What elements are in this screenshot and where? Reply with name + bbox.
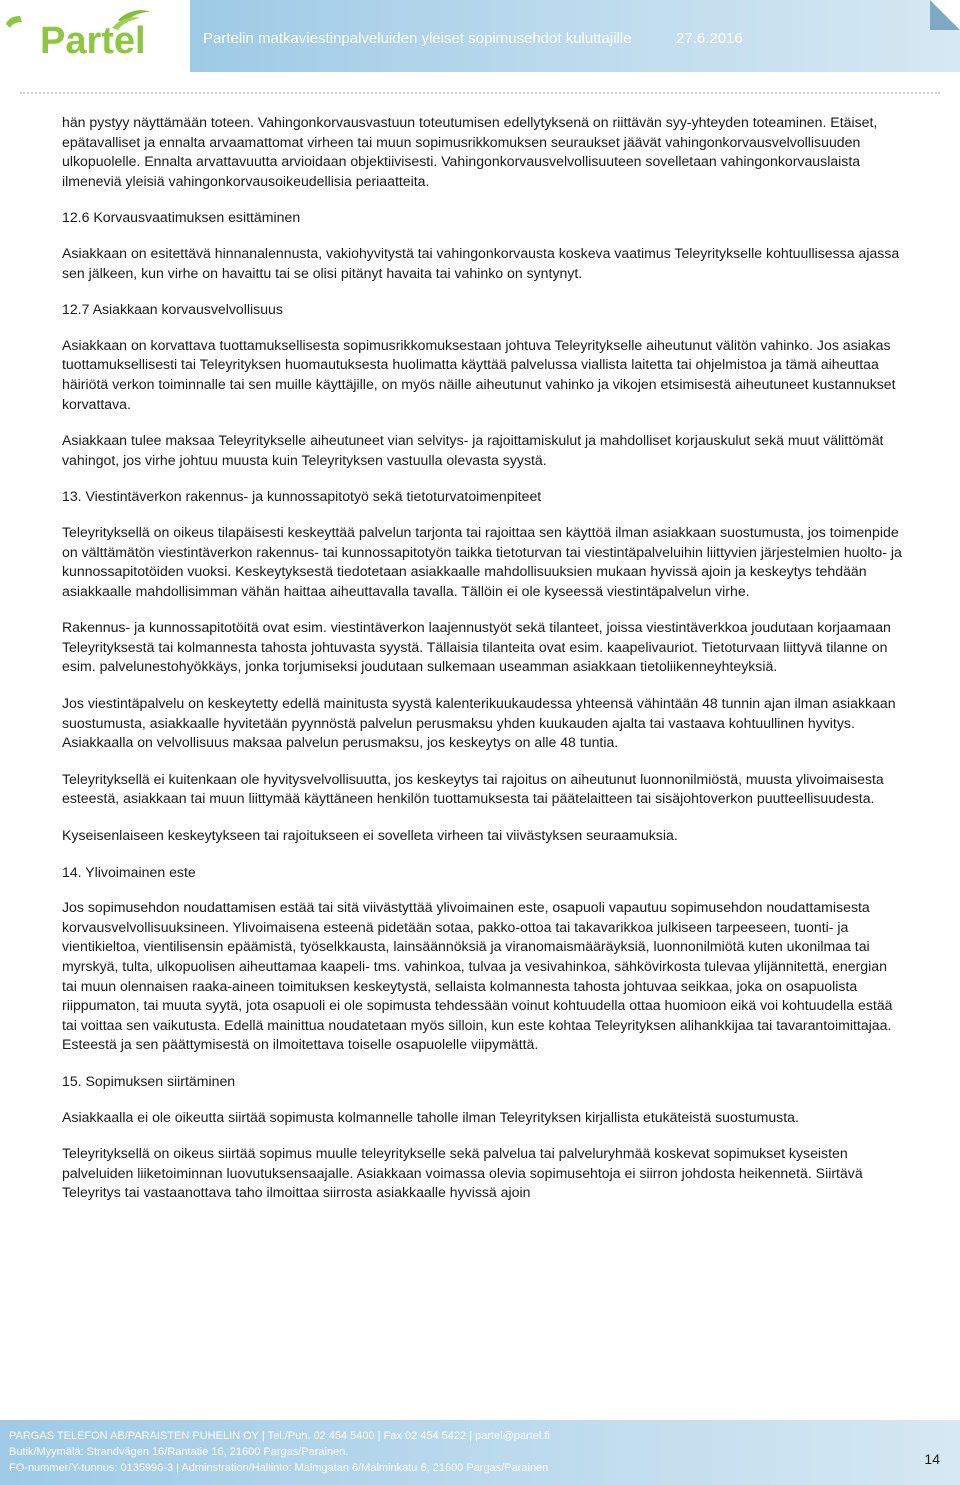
paragraph: Asiakkaalla ei ole oikeutta siirtää sopimusta kolmannelle taholle ilman Teleyrityksen kirjallista etukäteistä suostumusta. (62, 1108, 799, 1125)
logo-wordmark: Partel (40, 20, 146, 62)
paragraph: Teleyrityksellä ei kuitenkaan ole hyvitysvelvollisuutta, jos keskeytys tai rajoitus on aiheutunut luonnonilmiöstä, muusta ylivoimaisesta esteestä, asiakkaan tai muun liittymää käyttäneen henkilön tuottamuksesta tai päätelaitteen tai sisäjohtoverkon puutteellisuudesta. (62, 770, 884, 807)
footer-line-company: PARGAS TELEFON AB/PARAISTEN PUHELIN OY | Tel./Puh. 02 454 5400 | Fax 02 454 5422 | partel@partel.fi (9, 1430, 550, 1442)
page-fold-icon (930, 0, 960, 30)
paragraph: Jos sopimusehdon noudattamisen estää tai sitä viivästyttää ylivoimainen este, osapuoli vapautuu sopimusehdon noudattamisesta korvausvelvollisuuksineen. Ylivoimaisena esteenä pidetään sotaa, pakko-ottoa tai takavarikkoa julkiseen tarpeeseen, tuonti- ja vientikieltoa, vientilisensin epäämistä, työselkkausta, lainsäännöksiä ja viranomaismääräyksiä, luonnonilmiötä kuten ukonilmaa tai myrskyä, tulta, ulkopuolisen aiheuttamaa kaapeli- tms. vahinkoa, tulvaa ja vesivahinkoa, sähkövirkosta tulevaa ylijännitettä, energian tai muun olennaisen raaka-aineen toimituksen keskeytystä, sellaista kolmannesta tahosta johtuvaa seikkaa, joka on osapuolista riippumaton, tai muuta syytä, jota osapuoli ei ole sopimusta tehdessään voinut kohtuudella ottaa huomioon eikä voi kohtuudella estää tai voittaa sen vaikutusta. Edellä mainittua noudatetaan myös silloin, kun este kohtaa Teleyrityksen alihankkijaa tai tavarantoimittajaa. Esteestä ja sen päättymisestä on ilmoitettava toiselle osapuolelle viipymättä. (62, 899, 893, 1053)
paragraph: Jos viestintäpalvelu on keskeytetty edellä mainitusta syystä kalenterikuukaudessa yhteensä vähintään 48 tunnin ajan ilman asiakkaan suostumusta, asiakkaalle hyvitetään pyynnöstä palvelun perusmaksu yhden kuukauden ajalta tai vastaava kohtuullinen hyvitys. Asiakkaalla on velvollisuus maksaa palvelun perusmaksu, jos keskeytys on alle 48 tuntia. (62, 695, 896, 751)
footer-contact (9, 1428, 869, 1476)
page-footer (0, 1420, 960, 1485)
section-heading-14: 14. Ylivoimainen este (62, 863, 196, 880)
paragraph: Asiakkaan tulee maksaa Teleyritykselle aiheutuneet vian selvitys- ja rajoittamiskulut ja mahdolliset korjauskulut sekä muut välittömät vahingot, jos virhe johtuu muusta kuin Teleyrityksen vastuulla olevasta syystä. (62, 432, 884, 468)
footer-line-registration: FO-nummer/Y-tunnus: 0135996-3 | Adminstration/Hallinto: Malmgatan 6/Malminkatu 6, 21600 Pargas/Parainen (9, 1462, 549, 1474)
section-heading-12-6: 12.6 Korvausvaatimuksen esittäminen (62, 209, 301, 226)
paragraph: Teleyrityksellä on oikeus tilapäisesti keskeyttää palvelun tarjonta tai rajoittaa sen käyttöä ilman asiakkaan suostumusta, jos toimenpide on välttämätön viestintäverkon rakennus- tai kunnossapitotyön taikka tietoturvan tai viestintäpalveluihin liittyvien järjestelmien huolto- ja kunnossapitotöiden vuoksi. Keskeytyksestä tiedotetaan asiakkaalle mahdollisuuksien mukaan hyvissä ajoin ja keskeytys tehdään asiakkaalle mahdollisimman vähän haittaa aiheuttavalla tavalla. Tällöin ei ole kyseessä viestintäpalvelun virhe. (62, 523, 902, 599)
section-heading-15: 15. Sopimuksen siirtäminen (62, 1072, 236, 1089)
section-heading-12-7: 12.7 Asiakkaan korvausvelvollisuus (62, 301, 283, 318)
document-date: 27.6.2016 (676, 30, 743, 47)
paragraph: hän pystyy näyttämään toteen. Vahingonkorvausvastuun toteutumisen edellytyksenä on riittävän syy-yhteyden toteaminen. Etäiset, epätavalliset ja ennalta arvaamattomat virheen tai muun sopimusrikkomuksen seuraukset jäävät vahingonkorvausvelvollisuuden ulkopuolelle. Ennalta arvattavuutta arvioidaan objektiivisesti. Vahingonkorvausvelvollisuuteen sovelletaan vahingonkorvauslaista ilmeneviä yleisiä vahingonkorvausoikeudellisia periaatteita. (62, 114, 878, 189)
page-header (0, 0, 960, 72)
footer-line-address: Butik/Myymälä: Strandvägen 16/Rantatie 16, 21600 Pargas/Parainen. (9, 1446, 349, 1458)
header-divider (20, 92, 940, 94)
paragraph: Asiakkaan on esitettävä hinnanalennusta, vakiohyvitystä tai vahingonkorvausta koskeva vaatimus Teleyritykselle kohtuullisessa ajassa sen jälkeen, kun virhe on havaittu tai se olisi pitänyt havaita tai vahinko on syntynyt. (62, 244, 900, 281)
paragraph: Rakennus- ja kunnossapitotöitä ovat esim. viestintäverkon laajennustyöt sekä tilanteet, joissa viestintäverkkoa joudutaan korjaamaan Teleyrityksestä tai kolmannesta tahosta johtuvasta syystä. Tällaisia tilanteita ovat esim. kaapelivauriot. Tietoturvaan liittyvä tilanne on esim. palvelunestohyökkäys, jonka torjumiseksi joudutaan sulkemaan useamman asiakkaan tietoliikenneyhteyksiä. (62, 619, 891, 675)
document-body (62, 113, 902, 1215)
paragraph: Asiakkaan on korvattava tuottamuksellisesta sopimusrikkomuksestaan johtuva Teleyritykselle aiheutunut välitön vahinko. Jos asiakas tuottamuksellisesti tai Teleyrityksen huomautuksesta huolimatta käyttää palvelussa viallista laitetta tai ohjelmistoa ja tämä aiheuttaa häiriötä verkon toiminnalle tai sen muille käyttäjille, on myös näille aiheutunut vahinko ja vikojen etsimisestä aiheutuneet kustannukset korvattava. (62, 336, 896, 412)
paragraph: Teleyrityksellä on oikeus siirtää sopimus muulle teleyritykselle sekä palvelua tai palveluryhmää koskevat sopimukset kyseisten palveluiden liiketoiminnan luovutuksensaajalle. Asiakkaan voimassa olevia sopimusehtoja ei siirron johdosta heikennetä. Siirtävä Teleyritys tai vastaanottava taho ilmoittaa siirrosta asiakkaalle hyvissä ajoin (62, 1145, 863, 1201)
document-title: Partelin matkaviestinpalveluiden yleiset sopimusehdot kuluttajille (203, 30, 632, 47)
section-heading-13: 13. Viestintäverkon rakennus- ja kunnossapitotyö sekä tietoturvatoimenpiteet (62, 488, 542, 505)
partel-logo (0, 0, 190, 72)
page-number: 14 (924, 1451, 940, 1467)
paragraph: Kyseisenlaiseen keskeytykseen tai rajoitukseen ei sovelleta virheen tai viivästyksen seuraamuksia. (62, 827, 678, 844)
